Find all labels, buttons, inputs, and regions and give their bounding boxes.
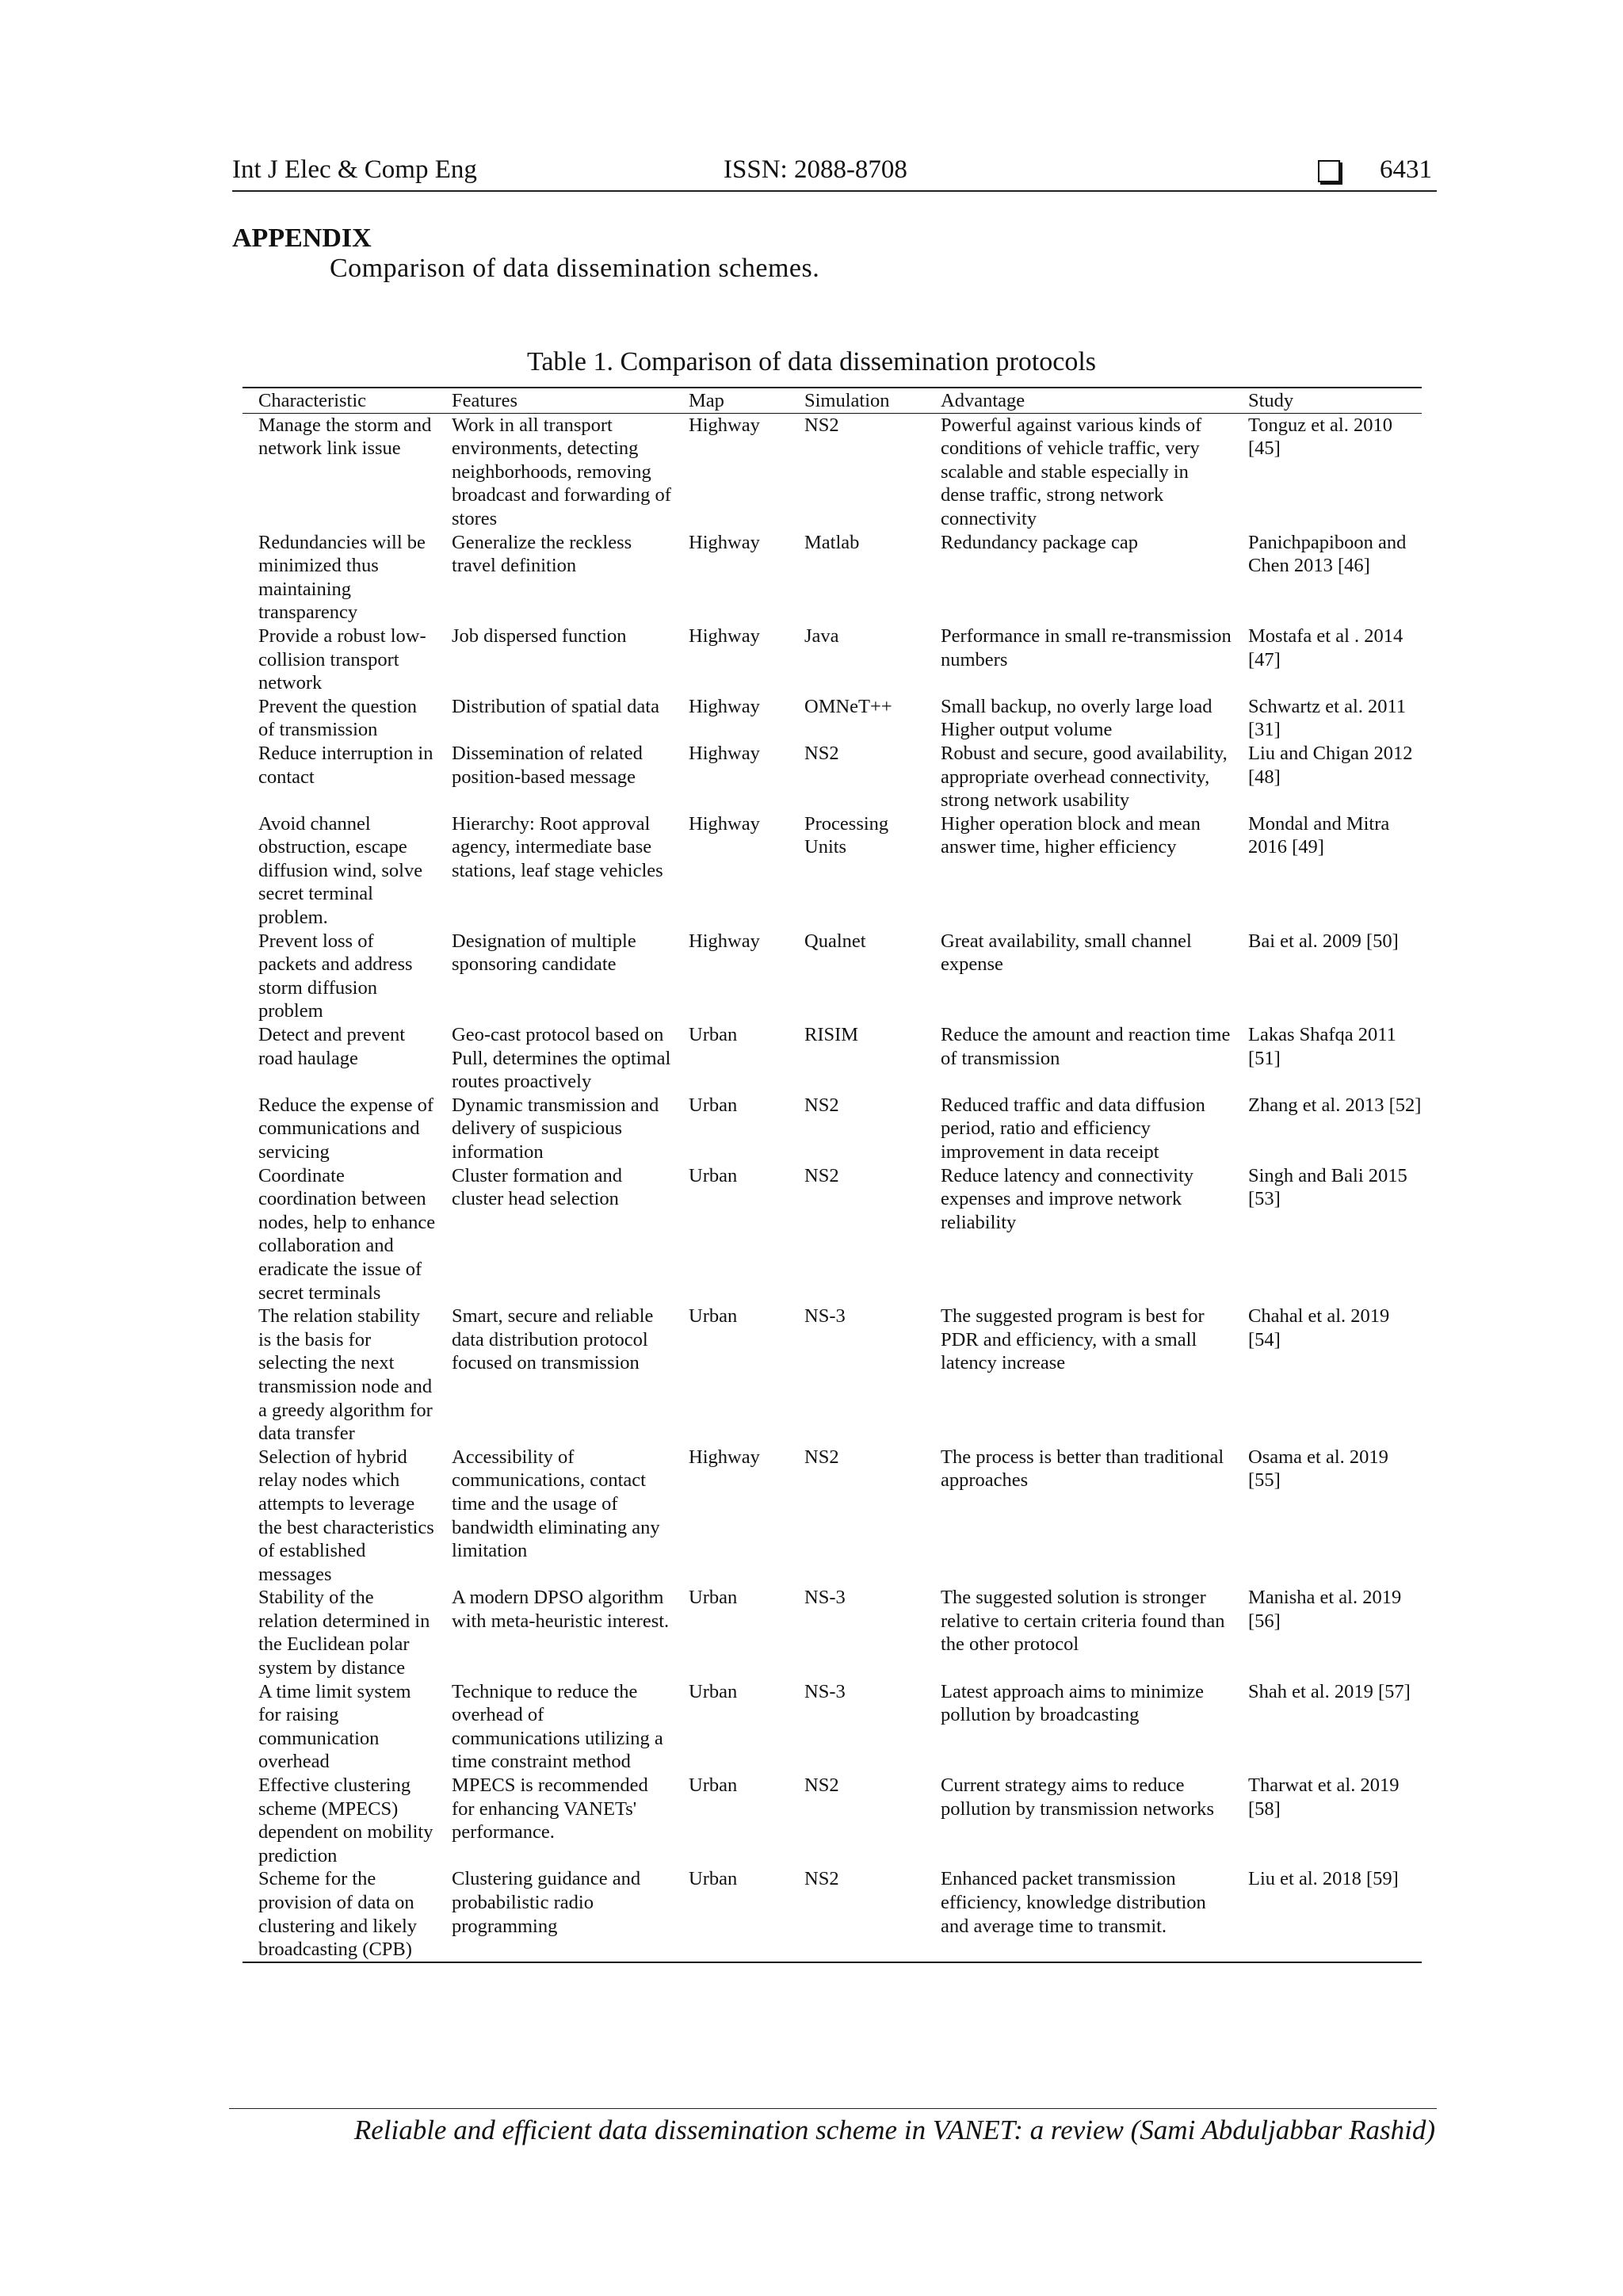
table-cell: NS2	[789, 1867, 925, 1962]
table-cell: Singh and Bali 2015 [53]	[1248, 1164, 1407, 1210]
table-cell: Shah et al. 2019 [57]	[1248, 1680, 1411, 1702]
table-cell: NS-3	[804, 1587, 846, 1609]
table-cell: Manage the storm and network link issue	[258, 414, 432, 460]
table-row	[242, 812, 1422, 930]
table-cell: Urban	[673, 1867, 789, 1962]
table-cell: NS-3	[804, 1305, 846, 1328]
table-cell: Redundancy package cap	[941, 531, 1138, 553]
table-cell: Urban	[689, 1094, 738, 1116]
table-cell: Osama et al. 2019 [55]	[1248, 1446, 1388, 1492]
table-caption: Table 1. Comparison of data dissemination protocols	[526, 347, 1097, 376]
table-cell: NS-3	[804, 1680, 846, 1702]
running-footer: Reliable and efficient data dissemination scheme in VANET: a review (Sami Abduljabbar Rashid)	[353, 2115, 1435, 2145]
table-cell: Urban	[689, 1775, 738, 1797]
table-row	[242, 1094, 1422, 1164]
table-cell: Tharwat et al. 2019 [58]	[1248, 1775, 1400, 1820]
table-cell: Prevent loss of packets and address storm diffusion problem	[258, 930, 413, 1022]
table-cell: NS2	[804, 1094, 839, 1116]
table-cell: Urban	[689, 1164, 738, 1186]
table-cell: Powerful against various kinds of conditions of vehicle traffic, very scalable and stable especially in dense traffic, strong network connectivity	[941, 414, 1202, 529]
table-cell: Mostafa et al . 2014 [47]	[1248, 625, 1403, 670]
table-cell: Highway	[689, 531, 760, 553]
table-cell: Java	[804, 625, 839, 647]
table-cell: The process is better than traditional approaches	[941, 1446, 1224, 1492]
table-cell: The relation stability is the basis for selecting the next transmission node and a greedy algorithm for data transfer	[258, 1305, 433, 1445]
table-cell: Urban	[689, 1680, 738, 1702]
appendix-title: APPENDIX	[232, 223, 372, 253]
table-cell: The suggested solution is stronger relative to certain criteria found than the other protocol	[941, 1587, 1225, 1656]
table-cell: Mondal and Mitra 2016 [49]	[1248, 812, 1390, 858]
table-cell: Qualnet	[804, 930, 866, 952]
table-cell: Dissemination of related position-based message	[452, 742, 643, 788]
table-cell: Distribution of spatial data	[452, 695, 659, 717]
table-cell: Lakas Shafqa 2011 [51]	[1248, 1024, 1396, 1069]
table-row	[242, 1305, 1422, 1446]
table-cell: Reduce interruption in contact	[258, 742, 433, 788]
table-row	[242, 625, 1422, 695]
footer-rule	[229, 2108, 1437, 2109]
table-header-row	[242, 388, 1422, 413]
table-cell: Selection of hybrid relay nodes which attempts to leverage the best characteristics of established messages	[258, 1446, 434, 1585]
table-cell: Enhanced packet transmission efficiency, knowledge distribution and average time to transmit.	[925, 1867, 1232, 1962]
table-cell: Provide a robust low-collision transport network	[258, 625, 426, 694]
table-cell: Highway	[689, 625, 760, 647]
table-cell: Reduce latency and connectivity expenses and improve network reliability	[941, 1164, 1194, 1233]
table-cell: Highway	[689, 930, 760, 952]
running-header	[232, 152, 1437, 192]
table-cell: Great availability, small channel expense	[941, 930, 1192, 976]
column-header: Simulation	[789, 388, 925, 413]
table-cell: Reduced traffic and data diffusion period, ratio and efficiency improvement in data receipt	[941, 1094, 1205, 1163]
column-header: Advantage	[925, 388, 1232, 413]
table-row	[242, 695, 1422, 742]
table-cell: Geo-cast protocol based on Pull, determines the optimal routes proactively	[452, 1024, 671, 1093]
table-cell: Highway	[689, 695, 760, 717]
table-row	[242, 742, 1422, 812]
table-cell: Matlab	[804, 531, 860, 553]
comparison-table	[242, 387, 1422, 1963]
table-cell: Avoid channel obstruction, escape diffusion wind, solve secret terminal problem.	[258, 812, 423, 929]
table-cell: Reduce the amount and reaction time of transmission	[941, 1024, 1231, 1069]
table-cell: Highway	[689, 812, 760, 835]
table-row	[242, 413, 1422, 530]
table-cell: Latest approach aims to minimize pollution by broadcasting	[941, 1680, 1205, 1726]
table-row	[242, 1164, 1422, 1305]
table-cell: Technique to reduce the overhead of communications utilizing a time constraint method	[452, 1680, 663, 1773]
table-cell: Smart, secure and reliable data distribution protocol focused on transmission	[452, 1305, 654, 1374]
table-cell: Liu et al. 2018 [59]	[1232, 1867, 1422, 1962]
table-cell: The suggested program is best for PDR and efficiency, with a small latency increase	[941, 1305, 1205, 1374]
table-cell: Highway	[689, 414, 760, 436]
table-row	[242, 930, 1422, 1023]
column-header: Study	[1232, 388, 1422, 413]
table-row	[242, 1774, 1422, 1867]
table-cell: Dynamic transmission and delivery of suspicious information	[452, 1094, 659, 1163]
table-cell: Designation of multiple sponsoring candidate	[452, 930, 636, 976]
table-cell: Accessibility of communications, contact time and the usage of bandwidth eliminating any limitation	[452, 1446, 660, 1562]
table-row	[242, 1023, 1422, 1094]
table-cell: MPECS is recommended for enhancing VANETs' performance.	[452, 1775, 648, 1843]
table-cell: Urban	[689, 1024, 738, 1046]
table-cell: Small backup, no overly large load Higher output volume	[941, 695, 1212, 741]
table-cell: Performance in small re-transmission numbers	[941, 625, 1232, 670]
table-cell: Current strategy aims to reduce pollution by transmission networks	[941, 1775, 1215, 1820]
table-body	[242, 413, 1422, 1962]
table-row	[242, 1867, 1422, 1962]
table-cell: A modern DPSO algorithm with meta-heuristic interest.	[452, 1587, 670, 1632]
table-cell: Highway	[689, 1446, 760, 1468]
table-cell: Panichpapiboon and Chen 2013 [46]	[1248, 531, 1407, 577]
table-cell: Cluster formation and cluster head selection	[452, 1164, 623, 1210]
table-cell: Bai et al. 2009 [50]	[1248, 930, 1399, 952]
square-icon	[1318, 160, 1340, 182]
table-cell: NS2	[804, 414, 839, 436]
table-cell: Robust and secure, good availability, appropriate overhead connectivity, strong network usability	[941, 742, 1228, 812]
column-header: Characteristic	[242, 388, 436, 413]
table-cell: Manisha et al. 2019 [56]	[1248, 1587, 1402, 1632]
table-cell: Work in all transport environments, detecting neighborhoods, removing broadcast and forwarding of stores	[452, 414, 671, 529]
table-cell: Redundancies will be minimized thus maintaining transparency	[258, 531, 426, 624]
table-cell: Tonguz et al. 2010 [45]	[1248, 414, 1392, 460]
table-cell: Generalize the reckless travel definition	[452, 531, 632, 577]
table-cell: Scheme for the provision of data on clustering and likely broadcasting (CPB)	[242, 1867, 436, 1962]
table-cell: Schwartz et al. 2011 [31]	[1248, 695, 1407, 741]
table-cell: Effective clustering scheme (MPECS) dependent on mobility prediction	[258, 1775, 433, 1866]
table-cell: Reduce the expense of communications and servicing	[258, 1094, 434, 1163]
issn: ISSN: 2088-8708	[724, 155, 907, 184]
table-cell: OMNeT++	[804, 695, 892, 717]
table-cell: Higher operation block and mean answer time, higher efficiency	[941, 812, 1201, 858]
table-cell: Job dispersed function	[452, 625, 627, 647]
table-cell: Zhang et al. 2013 [52]	[1248, 1094, 1422, 1116]
table-cell: Prevent the question of transmission	[258, 695, 418, 741]
table-row	[242, 1680, 1422, 1774]
table-row	[242, 531, 1422, 625]
table-cell: Coordinate coordination between nodes, help to enhance collaboration and eradicate the issue of secret terminals	[258, 1164, 436, 1304]
table-cell: NS2	[804, 1775, 839, 1797]
column-header: Map	[673, 388, 789, 413]
table-cell: NS2	[804, 742, 839, 764]
table-cell: Urban	[689, 1305, 738, 1328]
table-row	[242, 1446, 1422, 1587]
appendix-subheading: Comparison of data dissemination schemes.	[330, 254, 820, 283]
table-cell: RISIM	[804, 1024, 859, 1046]
table-row	[242, 1586, 1422, 1679]
table-cell: Chahal et al. 2019 [54]	[1248, 1305, 1390, 1350]
table-cell: Urban	[689, 1587, 738, 1609]
table-cell: Stability of the relation determined in the Euclidean polar system by distance	[258, 1587, 430, 1679]
table-cell: Hierarchy: Root approval agency, intermediate base stations, leaf stage vehicles	[452, 812, 663, 881]
column-header: Features	[436, 388, 673, 413]
page-number: 6431	[1380, 155, 1432, 184]
table-cell: Detect and prevent road haulage	[258, 1024, 406, 1069]
table-cell: NS2	[804, 1164, 839, 1186]
table-cell: Processing Units	[804, 812, 889, 858]
table-cell: NS2	[804, 1446, 839, 1468]
table-cell: A time limit system for raising communication overhead	[258, 1680, 411, 1773]
table-cell: Highway	[689, 742, 760, 764]
table-cell: Liu and Chigan 2012 [48]	[1248, 742, 1413, 788]
journal-name: Int J Elec & Comp Eng	[232, 155, 477, 184]
table-cell: Clustering guidance and probabilistic radio programming	[436, 1867, 673, 1962]
